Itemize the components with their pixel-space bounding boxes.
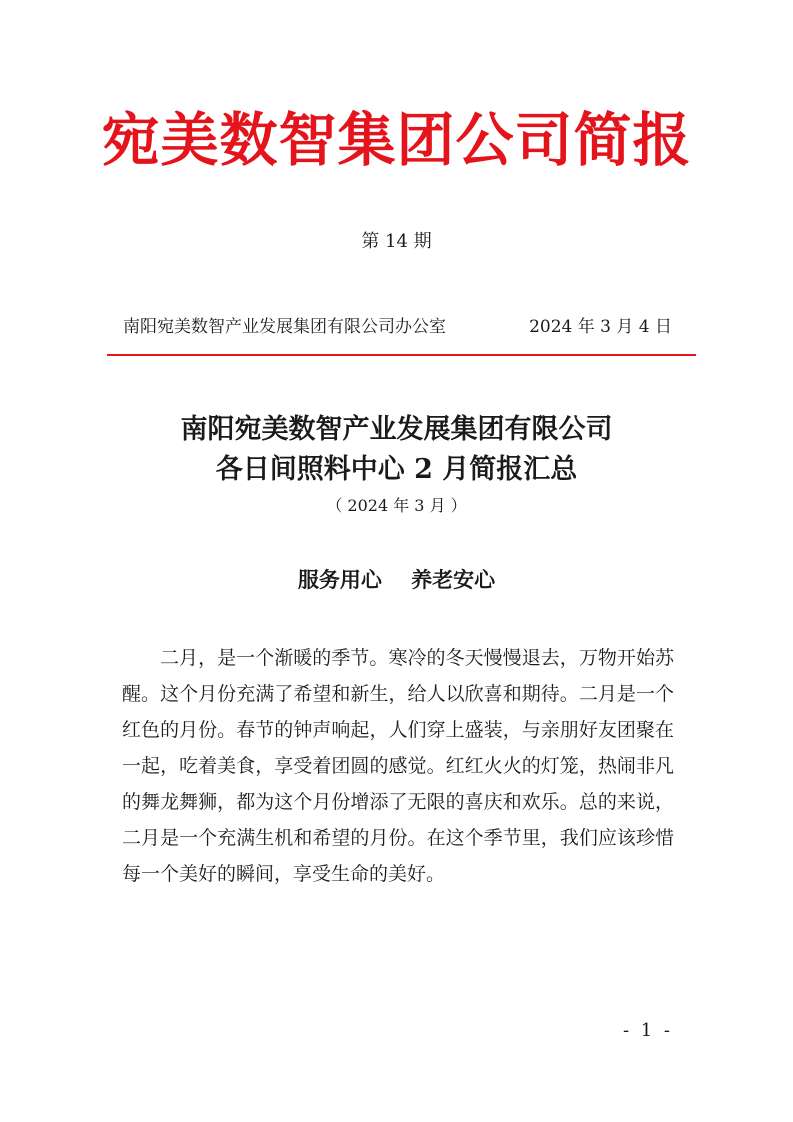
- bulletin-masthead-title: 宛美数智集团公司简报: [101, 106, 692, 174]
- red-divider-line: [107, 354, 696, 356]
- document-title-line-2: 各日间照料中心 2 月简报汇总: [215, 454, 578, 485]
- document-title-line-1: 南阳宛美数智产业发展集团有限公司: [180, 414, 613, 445]
- section-heading: 服务用心 养老安心: [297, 567, 496, 592]
- issuing-organization: 南阳宛美数智产业发展集团有限公司办公室: [123, 317, 446, 337]
- page-number: - 1 -: [622, 1020, 673, 1041]
- document-date-note: （ 2024 年 3 月 ）: [326, 496, 467, 515]
- issue-number: 第 14 期: [361, 231, 432, 252]
- issuer-row: [123, 314, 672, 340]
- document-title: [0, 410, 793, 490]
- body-paragraph: 二月，是一个渐暖的季节。寒冷的冬天慢慢退去，万物开始苏醒。这个月份充满了希望和新生，给人以欣喜和期待。二月是一个红色的月份。春节的钟声响起，人们穿上盛装，与亲朋好友团聚在一起，吃着美食，享受着团圆的感觉。红红火火的灯笼，热闹非凡的舞龙舞狮，都为这个月份增添了无限的喜庆和欢乐。总的来说，二月是一个充满生机和希望的月份。在这个季节里，我们应该珍惜每一个美好的瞬间，享受生命的美好。: [122, 647, 674, 885]
- issue-date: 2024 年 3 月 4 日: [529, 317, 672, 337]
